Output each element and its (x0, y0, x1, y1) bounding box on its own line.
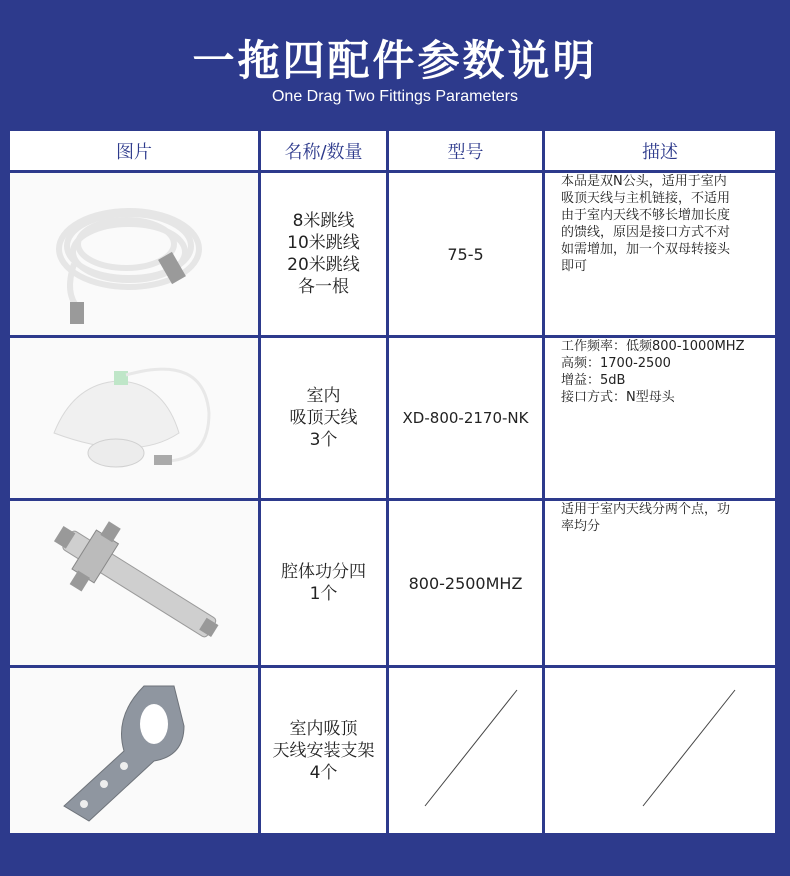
name-cell-3 (261, 501, 386, 665)
name-line: 室内吸顶 (289, 718, 358, 739)
description-line: 增益：5dB (561, 373, 626, 388)
parameters-table (7, 128, 778, 836)
name-line: 20米跳线 (287, 255, 360, 275)
name-line: 腔体功分四 (281, 562, 366, 582)
name-cell-1 (261, 173, 386, 335)
model-cell-2: XD-800-2170-NK (389, 338, 542, 498)
name-line: 10米跳线 (287, 233, 360, 253)
description-line: 适用于室内天线分两个点，功 (561, 502, 731, 517)
description-line: 如需增加，加一个双母转接头 (561, 242, 731, 257)
name-line: 室内 (306, 386, 341, 406)
description-line: 的馈线，原因是接口方式不对 (561, 225, 731, 240)
empty-slash-icon (389, 668, 542, 833)
name-line: 各一根 (298, 277, 349, 297)
description-cell-1 (545, 173, 775, 335)
image-ceiling-antenna (10, 338, 258, 498)
description-cell-3 (545, 501, 775, 665)
header-name: 名称/数量 (261, 131, 386, 170)
cavity-splitter-icon (34, 508, 234, 658)
name-line: 8米跳线 (292, 211, 355, 231)
description-cell-2 (545, 338, 775, 498)
description-line: 由于室内天线不够长增加长度 (561, 208, 731, 223)
description-line: 接口方式：N型母头 (561, 390, 675, 405)
page-subtitle: One Drag Two Fittings Parameters (271, 88, 519, 105)
name-line: 4个 (309, 762, 338, 783)
mounting-bracket-icon (34, 676, 234, 826)
name-line: 3个 (309, 430, 338, 450)
header-model: 型号 (389, 131, 542, 170)
description-line: 率均分 (561, 519, 601, 534)
description-line: 工作频率：低频800-1000MHZ (561, 339, 745, 354)
model-cell-4-empty (389, 668, 542, 833)
model-cell-1: 75-5 (389, 173, 542, 335)
header-description: 描述 (545, 131, 775, 170)
header-image: 图片 (10, 131, 258, 170)
coaxial-cable-coil-icon (34, 184, 234, 324)
name-line: 天线安装支架 (272, 740, 375, 761)
name-line: 1个 (309, 584, 338, 604)
page-title: 一拖四配件参数说明 (192, 36, 598, 85)
description-line: 吸顶天线与主机链接，不适用 (561, 191, 731, 206)
ceiling-antenna-icon (34, 353, 234, 483)
image-cavity-splitter (10, 501, 258, 665)
model-cell-3: 800-2500MHZ (389, 501, 542, 665)
description-line: 即可 (561, 259, 588, 274)
description-cell-4-empty (545, 668, 775, 833)
description-line: 高频：1700-2500 (561, 356, 671, 371)
name-line: 吸顶天线 (289, 408, 358, 428)
empty-slash-icon (545, 668, 775, 833)
image-mounting-bracket (10, 668, 258, 833)
description-line: 本品是双N公头，适用于室内 (561, 174, 727, 189)
name-cell-2 (261, 338, 386, 498)
name-cell-4 (261, 668, 386, 833)
image-coaxial-cable (10, 173, 258, 335)
